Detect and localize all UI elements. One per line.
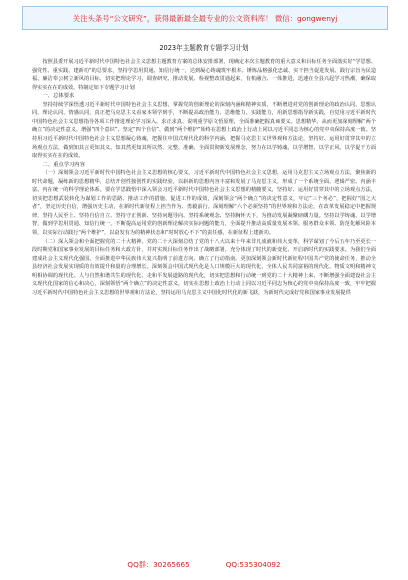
promo-banner: 关注头条号“公文研究”，获得最新最全最专业的公文资料库！ 微信：gongwenyj [22, 6, 388, 30]
subsection-two-paragraph: （二）深入领会和全面把握党的二十大精神。党的二十大深刻总结了党的十八大以来十年来非凡成就和伟大变革，科学谋划了今后五年乃至更长一段时期党和国家事业发展的目标任务和大政方针，并对实现目标任务作出了战略部署，充分体现了时代的新变化、开启新时代的实践要求。为我们全面建成社会主义现代化强国、全面推进中华民族伟大复兴指明了前进方向、确立了行动指南。更加深刻领会新时代新征程中国共产党的使命任务，推动全县经济社会发展实现质的有效提升和量的合理增长。深刻领会中国式现代化是人口规模巨大的现代化、全体人民共同富裕的现代化、物质文明和精神文明相协调的现代化、人与自然和谐共生的现代化、走和平发展道路的现代化，切实把思想和行动统一到党的二十大精神上来，不断增强全面建设社会主义现代化国家的信心和决心，深刻领悟“两个确立”的决定性意义，切实在思想上政治上行动上同以习近平同志为核心的党中央保持高度一致，牢牢把握习近平新时代中国特色社会主义思想的世界观和方法论，坚持运用马克思主义中国化时代化的新飞跃，为新时代完成好党和国家事业发展提供 [32, 238, 376, 296]
footer-contact [0, 560, 408, 570]
document-title: 2023年主题教育专题学习计划 [159, 44, 249, 52]
intro-paragraph: 按照县委开展习近平新时代中国特色社会主义思想主题教育方案的总体安排部署，现确定本次主题教育的重大意义和目标任务全面落实好“学思想、强党性、重实践、建新功”的总要求，坚持学思用贯通、知信行统一，达到凝心铸魂筑牢根本、锤炼品格强化忠诚、实干担当促进发展、践行宗旨为民造福、廉洁奉公树立新风的目标，切实把理论学习、调查研究、推动发展、检视整改贯通起来，有机融合、一体推进，迅速在全县兴起学习热潮，确保取得实实在在的成效。特制定如下专题学习计划 [32, 59, 376, 91]
footer-qq-group: QQ群：30265665 [127, 560, 190, 569]
section-body-general: 坚持持续学深悟透习近平新时代中国特色社会主义思想，掌握党的创新理论的深刻内涵和精神实质，不断增进对党的创新理论的政治认同、思想认同、理论认同、情感认同，真正把马克思主义看家本领学到手，不断提高政治能力、思维能力、实践能力，用新思想指导新实践，自觉用习近平新时代中国特色社会主义思想指导各项工作推进理论学习深入、求正求真、说明重学原文悟原理，全面准确把握真谛要义。思想精华、从而更加深刻理解“两个确立”的决定性意义，增强“四个意识”、坚定“四个自信”、做到“两个维护”始终在思想上政治上行动上同以习近平同志为核心的党中央保持高度一致。坚持用习近平新时代中国特色社会主义思想凝心铸魂，把握住中国式现代化的科学内涵，把握马克思主义世界观和方法论，坚持好、运用好贯穿其中的立场观点方法，做到知其言更知其义、知其然更知其所以然，完整、准确、全面贯彻新发展理念，努力在以学铸魂、以学增智、以学正风、以学促干方面取得实实在在的成效。 [32, 101, 376, 160]
section-heading-general: 一、总体要求 [42, 93, 75, 100]
footer-qq: QQ:535304092 [225, 560, 281, 569]
subsection-one-paragraph: （一）深刻领会习近平新时代中国特色社会主义思想的核心要义。习近平新时代中国特色社会主义思想，运用马克思主义立场观点方法，聚焦新的时代命题，凝练新的思想精华，总结开创性独创性的实践经验，以崭新的思想内容丰富和发展了马克思主义，形成了一个系统全面、逻辑严密、内涵丰富、内在统一的科学理论体系。要在学思践悟中深入领会习近平新时代中国特色社会主义思想的精髓要义，坚持好、运用好贯穿其中的立场观点方法，切实把思想武装转化为谋划工作的思路、推动工作的措施、促进工作的成效，深刻领会“两个确立”的决定性意义，牢记“三个务必”，把握好“国之大者”，坚定历史自信，增强历史主动，在新时代新征程上担当作为、勇毅前行。深刻理解“六个必须坚持”的世界观和方法论，在改革发展稳定中把握规律，坚持人民至上、坚持自信自立、坚持守正创新、坚持问题导向、坚持系统观念、坚持胸怀天下，为推动发展凝聚磅礴力量。坚持以学铸魂、以学增智，做到学思用贯通、知信行统一，不断提高运用党的创新理论解决实际问题的能力，全面提升推动高质量发展本领、服务群众本领、防范化解风险本领，以实际行动践行“两个维护”，以奋发有为的精神状态和“时时放心不下”的责任感，在新征程上建新功。 [32, 170, 376, 237]
section-heading-content: 二、重点学习内容 [42, 161, 85, 168]
document-body [32, 42, 376, 297]
